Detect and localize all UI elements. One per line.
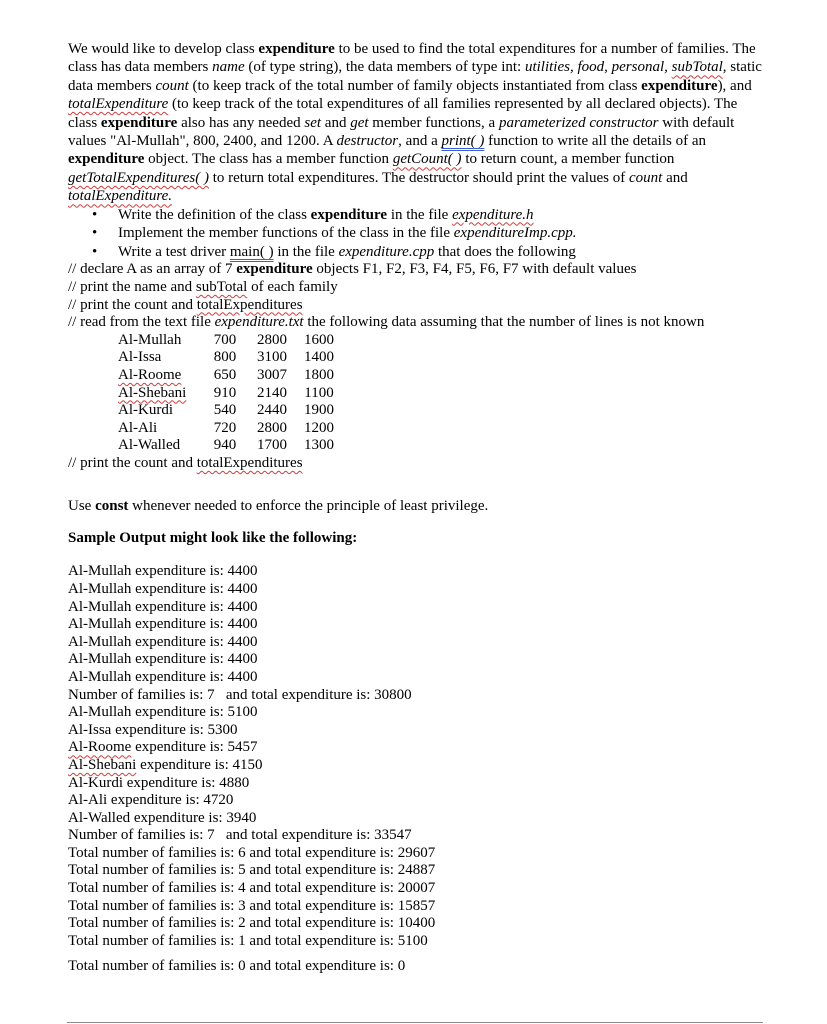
text: also has any needed — [177, 114, 305, 131]
member-total-expenditure: totalExpenditure — [68, 96, 169, 113]
member-total-expenditure: totalExpenditure. — [68, 188, 173, 205]
text: We would like to develop class — [68, 41, 259, 57]
class-name: expenditure — [68, 151, 145, 168]
utilities-cell: 700 — [213, 331, 237, 348]
output-line: Al-Walled expenditure is: 3940 — [68, 809, 257, 826]
intro-paragraph — [68, 40, 768, 206]
file-name: expenditure.h — [452, 206, 534, 223]
print-function: print( ) — [441, 133, 485, 150]
text: totalExpenditures — [196, 454, 303, 471]
text: (of type string), the data members of type int: — [244, 59, 525, 76]
sample-output-heading — [68, 529, 768, 547]
output-line: Number of families is: 7 and total expenditure is: 33547 — [68, 827, 412, 844]
personal-cell: 1200 — [304, 419, 334, 436]
output-line: Al-Mullah expenditure is: 4400 — [68, 563, 258, 580]
bullet-icon: • — [92, 225, 98, 242]
destructor-term: destructor — [336, 133, 399, 150]
text: that does the following — [434, 243, 576, 260]
personal-cell: 1800 — [304, 367, 334, 383]
text: the following data assuming that the number of lines is not known — [303, 314, 705, 331]
text: object. The class has a member function — [144, 151, 393, 168]
comment-line — [68, 261, 768, 279]
class-name: expenditure — [236, 261, 313, 278]
text: // print the count and — [68, 454, 197, 471]
text: of each family — [247, 279, 338, 296]
gettotal-function: getTotalExpenditures( ) — [68, 169, 209, 186]
sample-output — [68, 563, 768, 976]
personal-cell: 1900 — [304, 402, 334, 419]
text: to be used to find the total expenditures for a number of families. The class has data members — [68, 41, 756, 76]
utilities-cell: 650 — [213, 367, 237, 383]
file-name: expenditureImp.cpp. — [453, 225, 577, 242]
text: (to keep track of the total number of family objects instantiated from class — [188, 77, 642, 94]
task-list — [68, 206, 768, 262]
food-cell: 3100 — [257, 349, 287, 366]
text: totalExpenditures — [196, 296, 303, 313]
family-name: Al-Kurdi — [118, 402, 173, 419]
text: Al-Shebani — [118, 384, 187, 401]
constructor-term: parameterized constructor — [498, 114, 659, 131]
personal-cell: 1300 — [304, 437, 334, 454]
member-list: utilities, food, personal, — [524, 59, 668, 76]
family-name: Al-Ali — [118, 419, 158, 436]
comment-line — [68, 455, 768, 473]
page-divider — [67, 1022, 763, 1023]
text: function to write all the details of an — [484, 133, 707, 150]
member-name: name — [212, 59, 245, 76]
output-line: Total number of families is: 5 and total expenditure is: 24887 — [68, 862, 436, 879]
text: in the file — [387, 206, 453, 223]
keyword: const — [95, 497, 129, 514]
text: , static data members — [68, 59, 762, 94]
comment-line — [68, 297, 768, 315]
utilities-cell: 910 — [213, 384, 237, 401]
output-line: Total number of families is: 6 and total expenditure is: 29607 — [68, 844, 436, 861]
class-name: expenditure — [258, 41, 335, 57]
text: to return total expenditures. The destructor should print the values of — [208, 169, 630, 186]
output-line-final: Total number of families is: 0 and total expenditure is: 0 — [68, 958, 406, 975]
food-cell: 3007 — [257, 367, 287, 383]
text: Al-Roome — [118, 367, 182, 383]
text: // declare A as an array of 7 — [68, 261, 237, 278]
utilities-cell: 720 — [213, 419, 237, 436]
text: whenever needed to enforce the principle of least privilege. — [128, 497, 489, 514]
table-row — [118, 437, 342, 455]
output-line: Al-Shebani expenditure is: 4150 — [68, 756, 263, 773]
bullet-icon: • — [92, 243, 98, 260]
text: to return count, a member function — [461, 151, 675, 168]
food-cell: 2800 — [257, 331, 287, 348]
text: , and a — [398, 133, 442, 150]
text: ), and — [717, 77, 752, 94]
food-cell: 2800 — [257, 419, 287, 436]
output-line: Al-Mullah expenditure is: 5100 — [68, 704, 258, 721]
table-row — [118, 332, 342, 350]
text: member functions, a — [368, 114, 499, 131]
text: Write a test driver — [118, 243, 230, 260]
comment-line — [68, 279, 768, 297]
text: // print the count and — [68, 296, 197, 313]
text: with default values "Al-Mullah", 800, 2400, and 1200. A — [68, 114, 735, 150]
output-line: Number of families is: 7 and total expenditure is: 30800 — [68, 686, 412, 703]
output-line: Al-Ali expenditure is: 4720 — [68, 792, 234, 809]
output-line: Al-Mullah expenditure is: 4400 — [68, 580, 258, 597]
main-function: main( ) — [229, 243, 274, 260]
comment-line — [68, 314, 768, 332]
output-line: Total number of families is: 4 and total expenditure is: 20007 — [68, 880, 436, 897]
member-subtotal: subTotal — [671, 59, 723, 76]
food-cell: 1700 — [257, 437, 287, 454]
table-row — [118, 367, 342, 385]
text: (to keep track of the total expenditures of all families represented by all declared objects). The class — [68, 96, 738, 131]
family-name: Al-Mullah — [118, 331, 182, 348]
table-row — [118, 420, 342, 438]
member-count: count — [155, 77, 189, 94]
text: and — [662, 169, 688, 186]
text: and — [321, 114, 351, 131]
file-name: expenditure.cpp — [338, 243, 435, 260]
table-row — [118, 402, 342, 420]
utilities-cell: 940 — [213, 437, 237, 454]
file-name: expenditure.txt — [214, 314, 304, 331]
table-row — [118, 349, 342, 367]
table-row — [118, 385, 342, 403]
family-name — [118, 367, 202, 385]
family-name: Al-Issa — [118, 349, 162, 366]
text: Write the definition of the class — [118, 206, 311, 223]
text: subTotal — [195, 279, 248, 296]
const-note — [68, 497, 768, 515]
class-name: expenditure — [310, 206, 388, 223]
text: in the file — [273, 243, 339, 260]
text: objects F1, F2, F3, F4, F5, F6, F7 with default values — [312, 261, 637, 278]
utilities-cell: 800 — [213, 349, 237, 366]
output-line: Al-Mullah expenditure is: 4400 — [68, 633, 258, 650]
output-line: Total number of families is: 1 and total expenditure is: 5100 — [68, 932, 428, 949]
text: Implement the member functions of the class in the file — [118, 225, 454, 242]
output-line: Al-Mullah expenditure is: 4400 — [68, 598, 258, 615]
family-name: Al-Walled — [118, 437, 181, 454]
class-name: expenditure — [641, 77, 718, 94]
text: // print the name and — [68, 279, 196, 296]
output-line: Total number of families is: 2 and total expenditure is: 10400 — [68, 915, 436, 932]
bullet-icon: • — [92, 206, 98, 223]
personal-cell: 1100 — [304, 384, 334, 401]
heading-text: Sample Output might look like the following: — [68, 529, 358, 546]
output-line: Al-Mullah expenditure is: 4400 — [68, 616, 258, 633]
output-line: Total number of families is: 3 and total expenditure is: 15857 — [68, 897, 436, 914]
text: Al-Shebani — [68, 756, 137, 773]
task-item — [68, 224, 768, 243]
getcount-function: getCount( ) — [392, 151, 462, 168]
food-cell: 2140 — [257, 384, 287, 401]
output-line: Al-Issa expenditure is: 5300 — [68, 721, 238, 738]
personal-cell: 1400 — [304, 349, 334, 366]
class-name: expenditure — [100, 114, 178, 131]
document-page — [68, 40, 768, 976]
member-count: count — [629, 169, 663, 186]
output-line: Al-Mullah expenditure is: 4400 — [68, 651, 258, 668]
utilities-cell: 540 — [213, 402, 237, 419]
family-name — [118, 385, 202, 403]
text: Al-Roome — [68, 739, 132, 756]
personal-cell: 1600 — [304, 331, 334, 348]
text: Use — [68, 497, 96, 514]
output-line: Al-Mullah expenditure is: 4400 — [68, 668, 258, 685]
set-term: set — [304, 114, 322, 131]
output-line: Al-Roome expenditure is: 5457 — [68, 739, 258, 756]
output-line: Al-Kurdi expenditure is: 4880 — [68, 774, 250, 791]
task-item — [68, 243, 768, 262]
task-item — [68, 206, 768, 225]
food-cell: 2440 — [257, 402, 287, 419]
text: // read from the text file — [68, 314, 215, 331]
input-data-table — [118, 332, 342, 455]
get-term: get — [350, 114, 369, 131]
